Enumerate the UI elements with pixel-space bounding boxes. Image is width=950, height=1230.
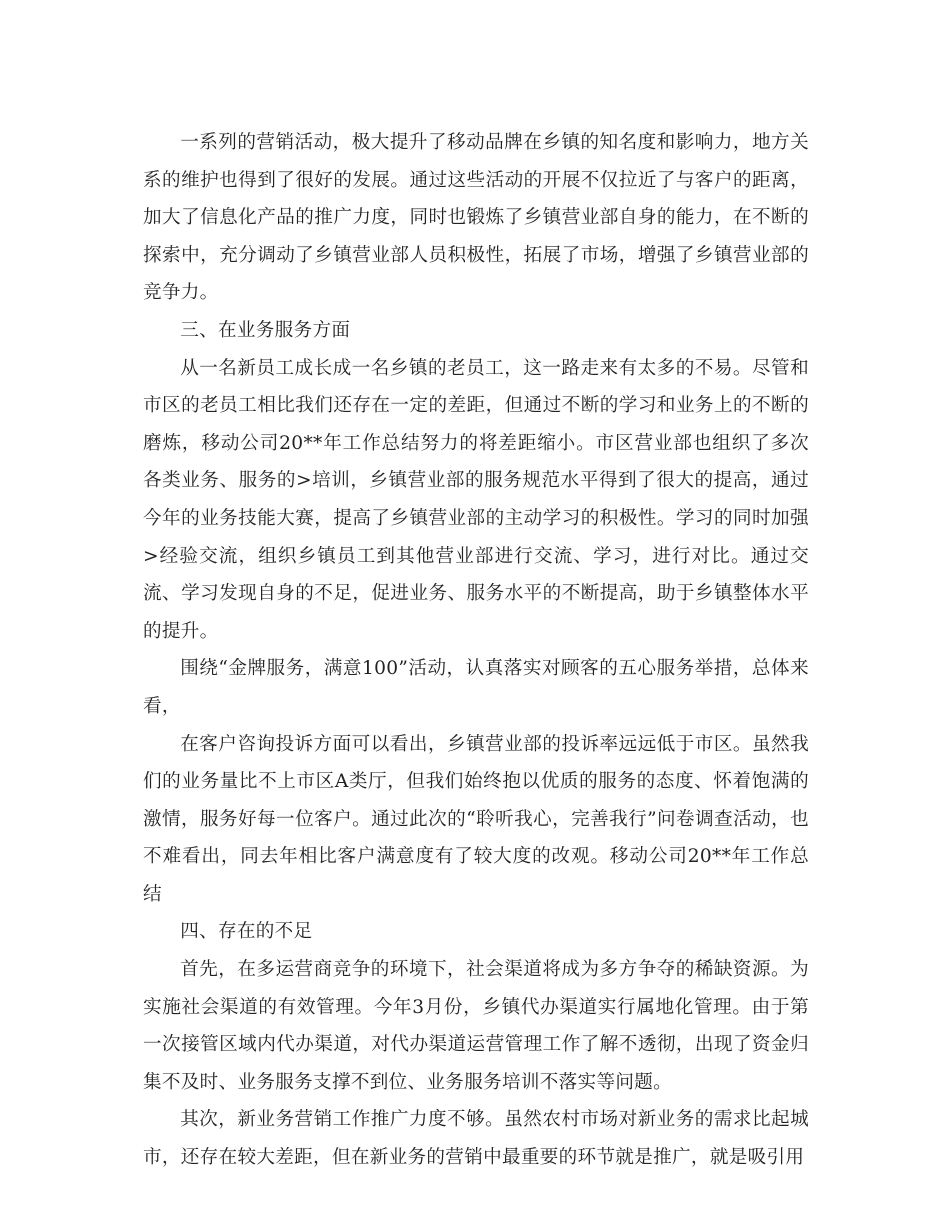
paragraph-complaints: 在客户咨询投诉方面可以看出，乡镇营业部的投诉率远远低于市区。虽然我们的业务量比不上市区A类厅，但我们始终抱以优质的服务的态度、怀着饱满的激情，服务好每一位客户。通过此次的“聆听我心，完善我行”问卷调查活动，也不难看出，同去年相比客户满意度有了较大度的改观。移动公司20**年工作总结 bbox=[143, 733, 809, 905]
paragraph-staff-growth: 从一名新员工成长成一名乡镇的老员工，这一路走来有太多的不易。尽管和市区的老员工相比我们还存在一定的差距，但通过不断的学习和业务上的不断的磨炼，移动公司20**年工作总结努力的将差距缩小。市区营业部也组织了多次各类业务、服务的>培训，乡镇营业部的服务规范水平得到了很大的提高，通过今年的业务技能大赛，提高了乡镇营业部的主动学习的积极性。学习的同时加强>经验交流，组织乡镇员工到其他营业部进行交流、学习，进行对比。通过交流、学习发现自身的不足，促进业务、服务水平的不断提高，助于乡镇整体水平的提升。 bbox=[143, 357, 809, 642]
paragraph-second-shortcoming: 其次，新业务营销工作推广力度不够。虽然农村市场对新业务的需求比起城市，还存在较大差距，但在新业务的营销中最重要的环节就是推广，就是吸引用 bbox=[143, 1109, 809, 1169]
paragraph-first-shortcoming: 首先，在多运营商竞争的环境下，社会渠道将成为多方争夺的稀缺资源。为实施社会渠道的有效管理。今年3月份，乡镇代办渠道实行属地化管理。由于第一次接管区域内代办渠道，对代办渠道运营管理工作了解不透彻，出现了资金归集不及时、业务服务支撑不到位、业务服务培训不落实等问题。 bbox=[143, 959, 809, 1093]
heading-business-service: 三、在业务服务方面 bbox=[180, 319, 351, 341]
paragraph-gold-service: 围绕“金牌服务，满意100”活动，认真落实对顾客的五心服务举措，总体来看， bbox=[143, 658, 809, 717]
paragraph-marketing-activities: 一系列的营销活动，极大提升了移动品牌在乡镇的知名度和影响力，地方关系的维护也得到了很好的发展。通过这些活动的开展不仅拉近了与客户的距离，加大了信息化产品的推广力度，同时也锻炼了乡镇营业部自身的能力，在不断的探索中，充分调动了乡镇营业部人员积极性，拓展了市场，增强了乡镇营业部的竞争力。 bbox=[143, 132, 809, 304]
document-body bbox=[143, 124, 809, 1177]
heading-shortcomings: 四、存在的不足 bbox=[180, 921, 313, 943]
